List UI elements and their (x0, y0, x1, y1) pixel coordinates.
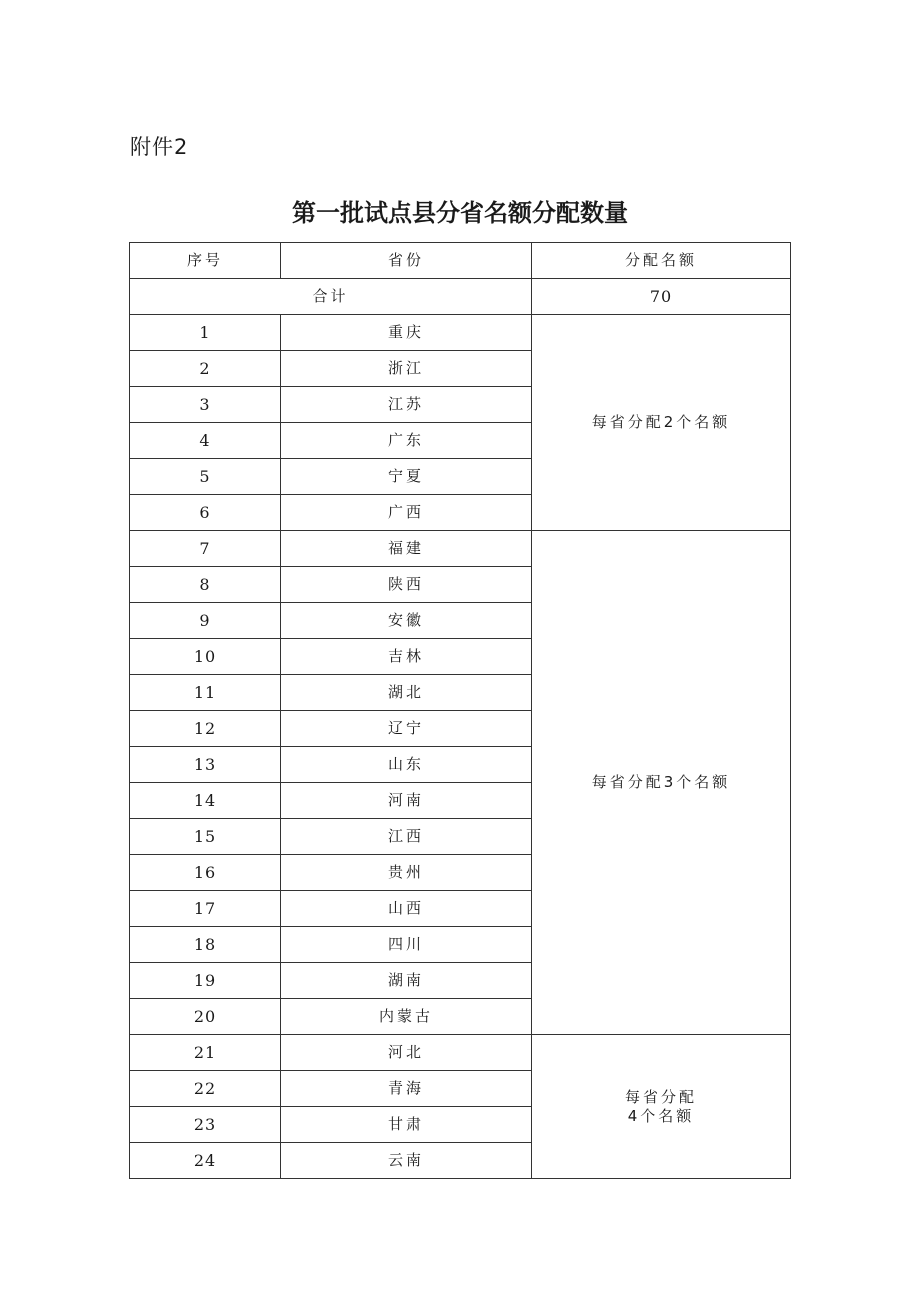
row-number: 1 (130, 315, 281, 351)
row-province: 山东 (281, 747, 532, 783)
table-row (130, 315, 791, 351)
table-row (130, 1035, 791, 1071)
row-number: 3 (130, 387, 281, 423)
header-quota: 分配名额 (532, 243, 791, 279)
row-province: 广东 (281, 423, 532, 459)
row-province: 湖北 (281, 675, 532, 711)
row-number: 24 (130, 1143, 281, 1179)
row-number: 17 (130, 891, 281, 927)
row-province: 湖南 (281, 963, 532, 999)
row-number: 2 (130, 351, 281, 387)
row-number: 22 (130, 1071, 281, 1107)
row-province: 福建 (281, 531, 532, 567)
total-value: 70 (532, 279, 791, 315)
row-province: 云南 (281, 1143, 532, 1179)
document-title: 第一批试点县分省名额分配数量 (292, 199, 628, 227)
total-row (130, 279, 791, 315)
row-province: 江西 (281, 819, 532, 855)
row-number: 10 (130, 639, 281, 675)
row-province: 河北 (281, 1035, 532, 1071)
header-number: 序号 (130, 243, 281, 279)
row-province: 广西 (281, 495, 532, 531)
table-row (130, 531, 791, 567)
group-quota: 每省分配3个名额 (532, 531, 791, 1035)
row-number: 9 (130, 603, 281, 639)
row-province: 吉林 (281, 639, 532, 675)
row-province: 江苏 (281, 387, 532, 423)
row-province: 山西 (281, 891, 532, 927)
row-number: 8 (130, 567, 281, 603)
row-number: 11 (130, 675, 281, 711)
row-province: 河南 (281, 783, 532, 819)
total-label: 合计 (130, 279, 532, 315)
row-province: 安徽 (281, 603, 532, 639)
row-number: 19 (130, 963, 281, 999)
row-number: 5 (130, 459, 281, 495)
row-number: 13 (130, 747, 281, 783)
row-province: 甘肃 (281, 1107, 532, 1143)
attachment-label: 附件2 (130, 135, 189, 159)
row-province: 重庆 (281, 315, 532, 351)
row-number: 7 (130, 531, 281, 567)
row-province: 辽宁 (281, 711, 532, 747)
row-number: 15 (130, 819, 281, 855)
header-province: 省份 (281, 243, 532, 279)
row-province: 内蒙古 (281, 999, 532, 1035)
row-province: 浙江 (281, 351, 532, 387)
group-quota: 每省分配2个名额 (532, 315, 791, 531)
row-number: 20 (130, 999, 281, 1035)
row-number: 4 (130, 423, 281, 459)
row-number: 6 (130, 495, 281, 531)
row-province: 陕西 (281, 567, 532, 603)
row-number: 16 (130, 855, 281, 891)
row-number: 21 (130, 1035, 281, 1071)
row-number: 14 (130, 783, 281, 819)
quota-table (129, 242, 791, 1179)
row-province: 贵州 (281, 855, 532, 891)
row-province: 宁夏 (281, 459, 532, 495)
row-number: 12 (130, 711, 281, 747)
row-number: 18 (130, 927, 281, 963)
header-row (130, 243, 791, 279)
row-province: 四川 (281, 927, 532, 963)
row-province: 青海 (281, 1071, 532, 1107)
row-number: 23 (130, 1107, 281, 1143)
group-quota: 每省分配 4个名额 (532, 1035, 791, 1179)
